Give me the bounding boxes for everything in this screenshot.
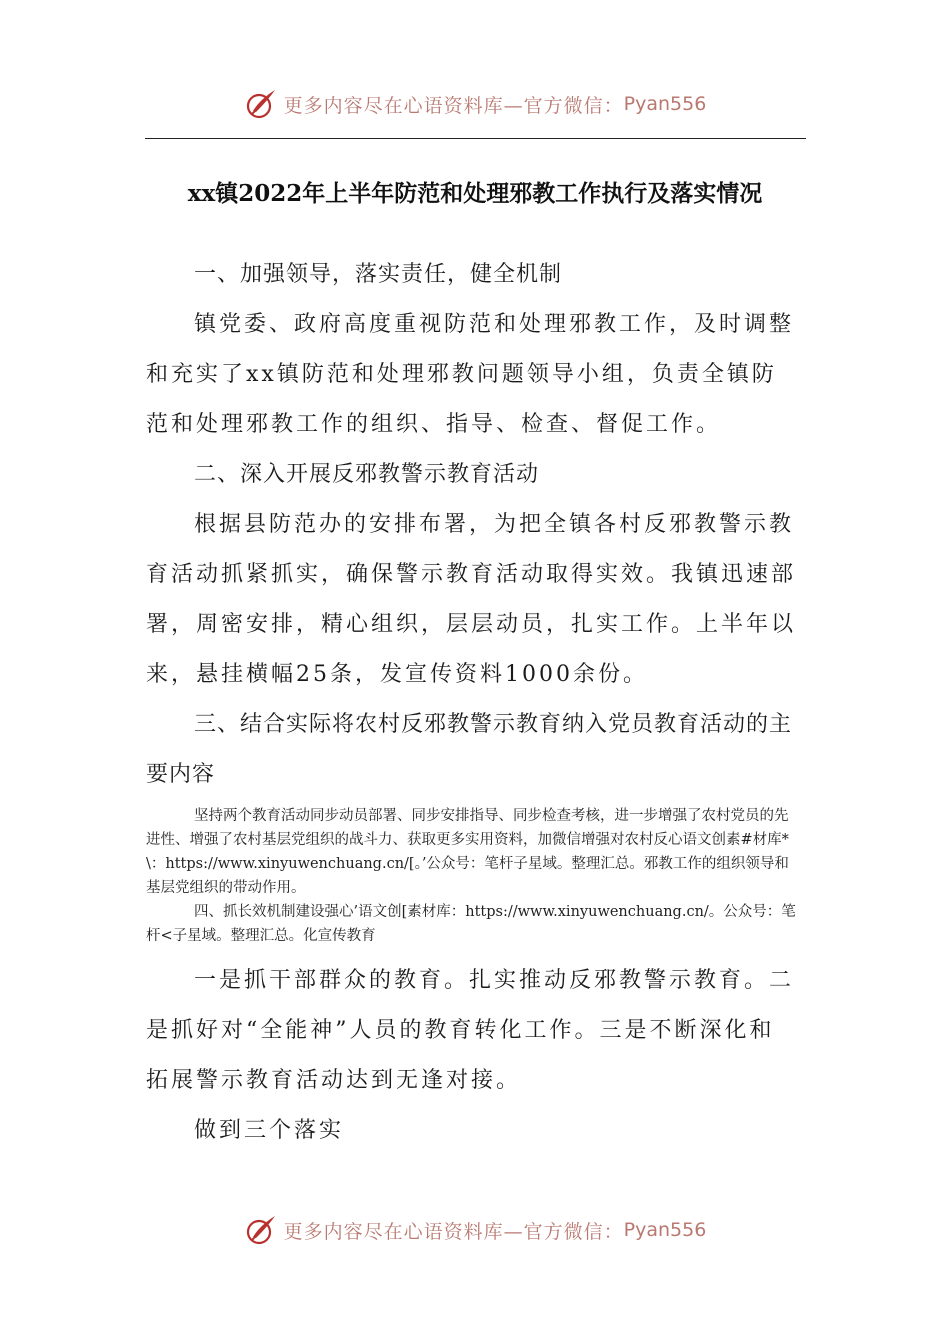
document-title: xx镇2022年上半年防范和处理邪教工作执行及落实情况 [187,180,763,207]
small-paragraph-2: 四、抓长效机制建设强心’语文创[素材库：https://www.xinyuwenchuang.cn/。公众号：笔杆<子星域。整理汇总。化宣传教育 [146,904,796,944]
small-text-block [146,804,796,948]
quill-logo-icon [244,87,278,121]
banner-wechat-id: Pyan556 [623,93,707,115]
section-paragraph-1: 镇党委、政府高度重视防范和处理邪教工作，及时调整和充实了xx镇防范和处理邪教问题领导小组，负责全镇防范和处理邪教工作的组织、指导、检查、督促工作。 [146,312,795,437]
quill-logo-icon [244,1213,278,1247]
section-paragraph-2: 根据县防范办的安排布署，为把全镇各村反邪教警示教育活动抓紧抓实，确保警示教育活动取得实效。我镇迅速部署，周密安排，精心组织，层层动员，扎实工作。上半年以来，悬挂横幅25条，发宣传资料1000余份。 [146,512,797,687]
header-banner [0,84,950,124]
document-body [146,250,796,1156]
section-heading-3: 三、结合实际将农村反邪教警示教育纳入党员教育活动的主要内容 [146,712,793,787]
section-heading-1: 一、加强领导，落实责任，健全机制 [194,262,563,287]
banner-text: 更多内容尽在心语资料库—官方微信： [283,1220,624,1243]
section-paragraph-4: 做到三个落实 [194,1118,345,1143]
header-divider [145,138,806,139]
banner-text: 更多内容尽在心语资料库—官方微信： [283,94,624,117]
section-paragraph-3: 一是抓干部群众的教育。扎实推动反邪教警示教育。二是抓好对“全能神”人员的教育转化工作。三是不断深化和拓展警示教育活动达到无逢对接。 [146,968,795,1093]
footer-banner [0,1210,950,1250]
section-heading-2: 二、深入开展反邪教警示教育活动 [194,462,540,487]
banner-wechat-id: Pyan556 [623,1219,707,1241]
small-paragraph-1: 坚持两个教育活动同步动员部署、同步安排指导、同步检查考核，进一步增强了农村党员的先进性、增强了农村基层党组织的战斗力、获取更多实用资料，加微信增强对农村反心语文创素#材库*\：https://www.xinyuwenchuang.cn/[。’公众号：笔杆子星域。整理汇总。邪教工作的组织领导和基层党组织的带动作用。 [146,808,789,896]
